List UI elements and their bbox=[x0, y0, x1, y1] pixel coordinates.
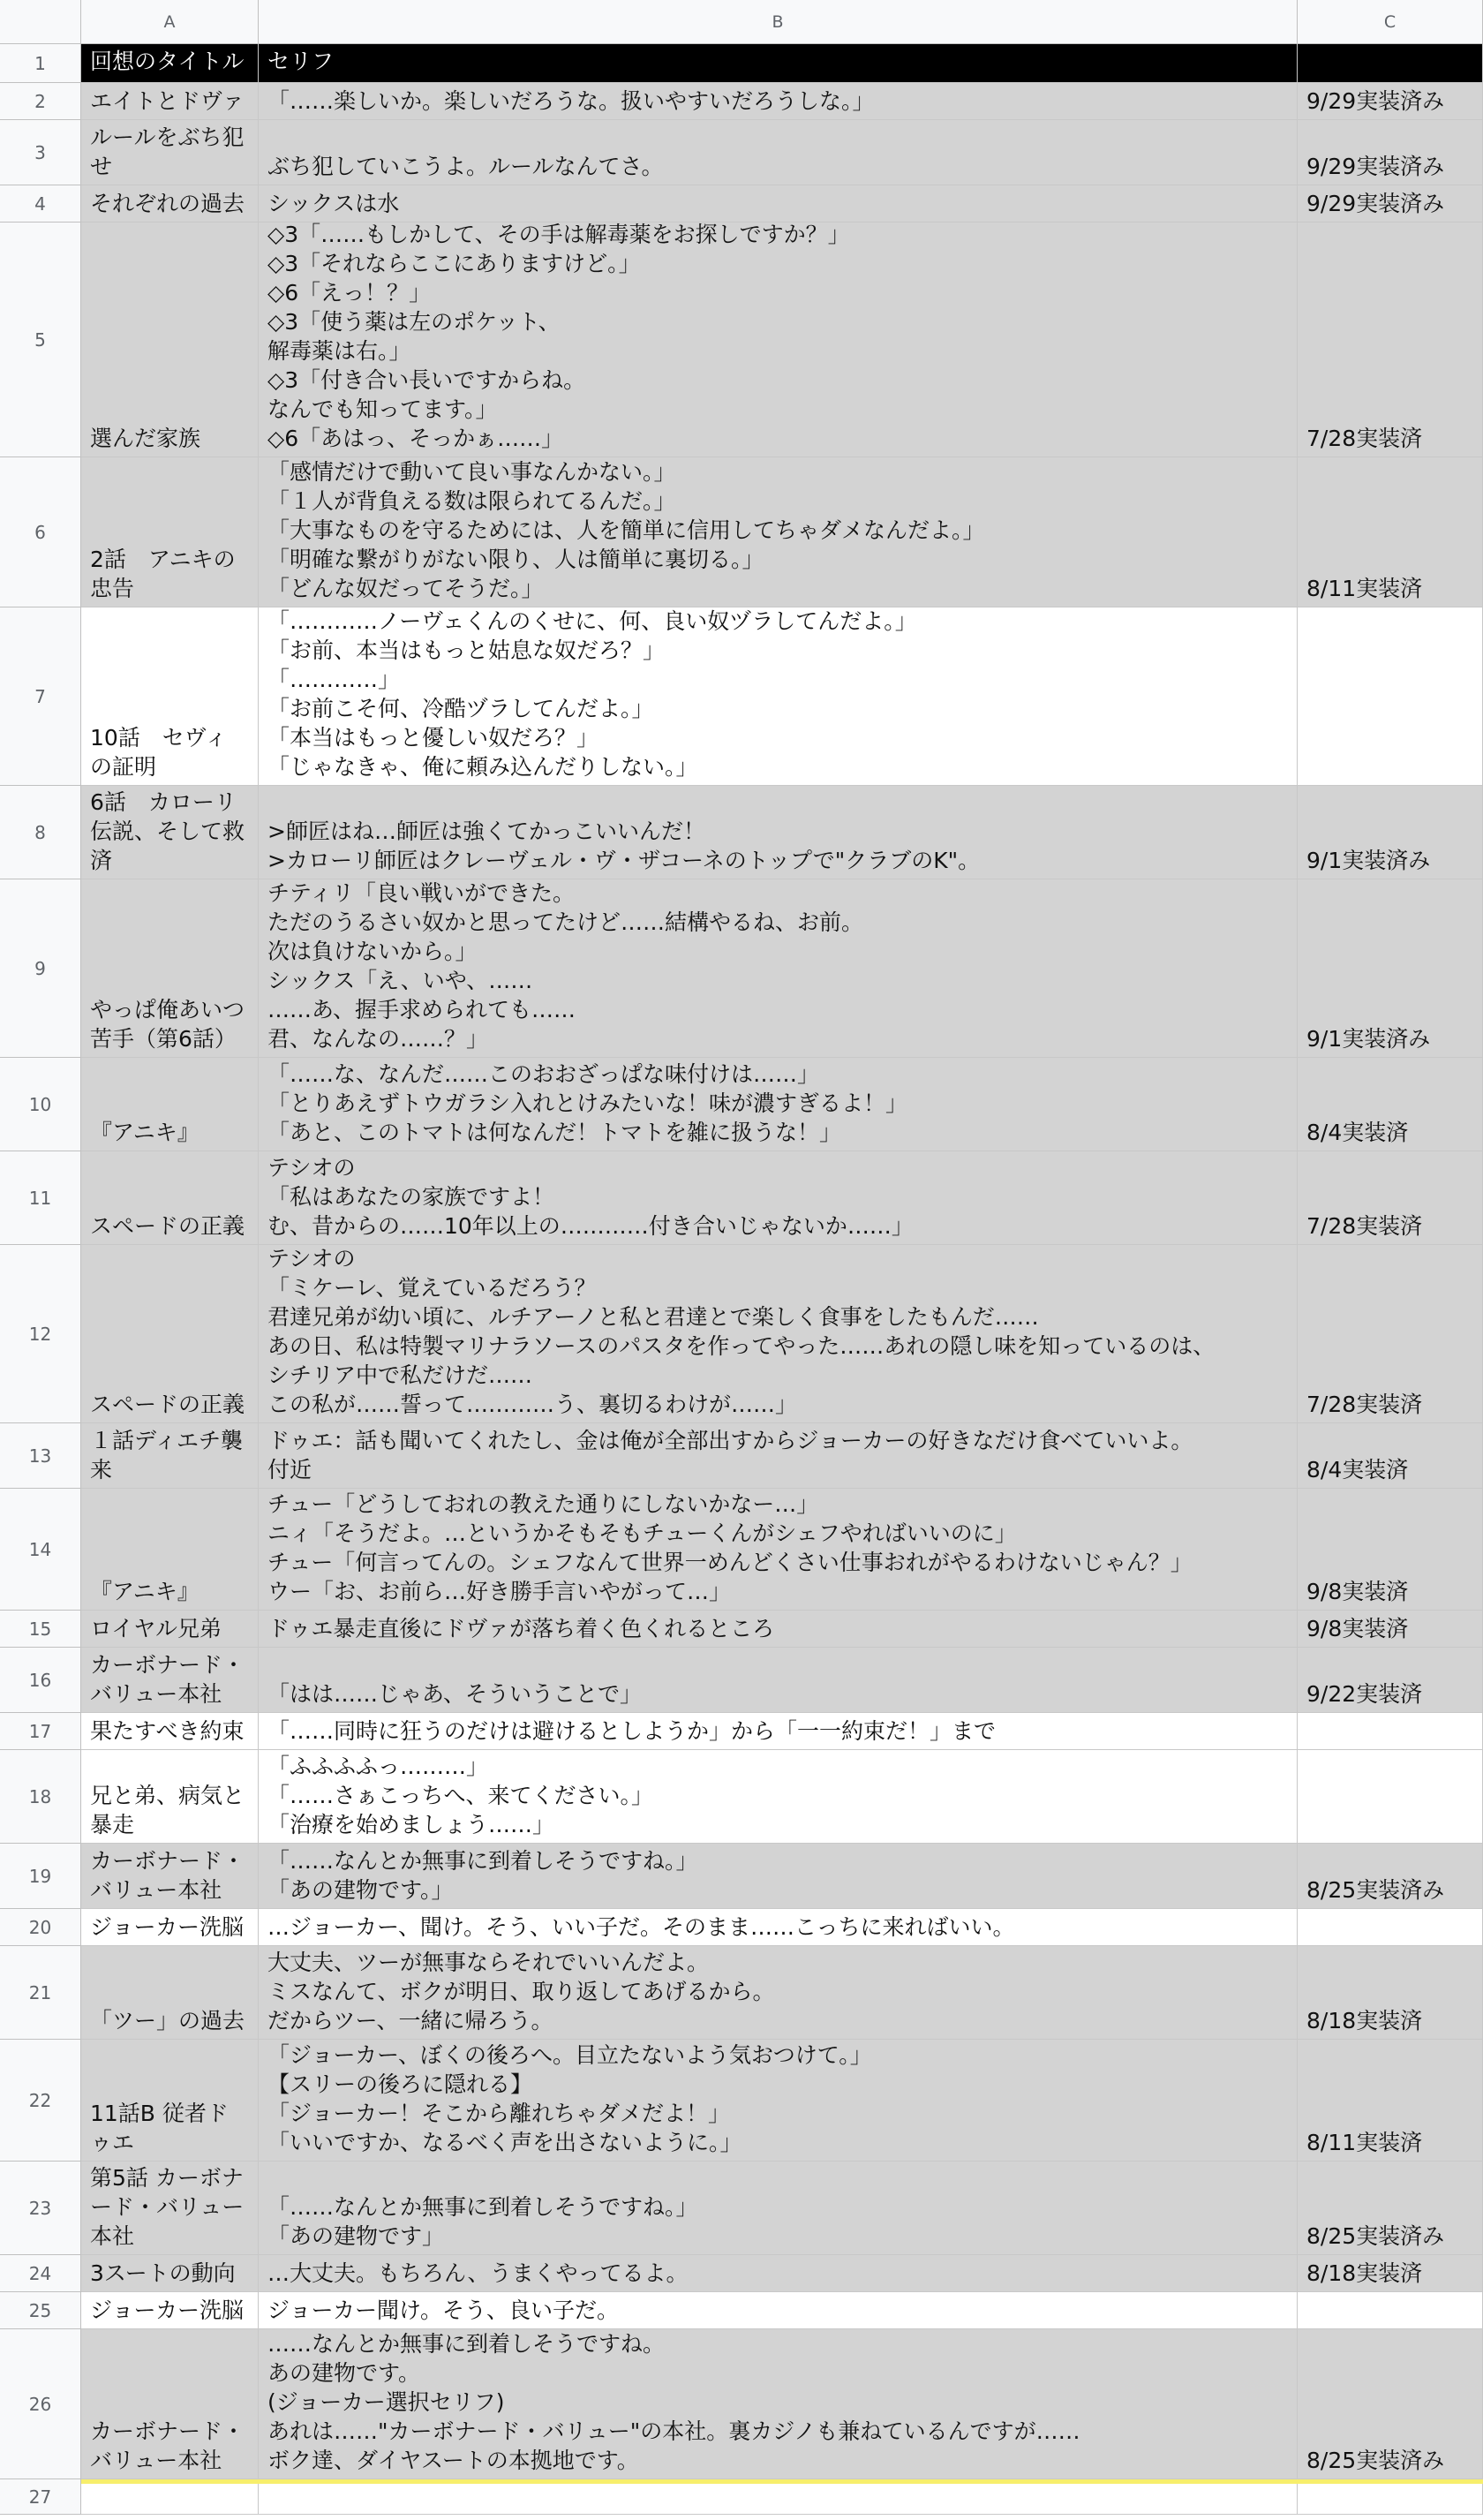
cell-a[interactable] bbox=[81, 1648, 259, 1713]
cell-text: 8/18実装済 bbox=[1306, 2008, 1423, 2033]
cell-c[interactable] bbox=[1298, 879, 1483, 1058]
cell-b[interactable] bbox=[259, 2329, 1298, 2479]
cell-text: ぶち犯していこうよ。ルールなんてさ。 bbox=[267, 154, 664, 179]
cell-b[interactable] bbox=[259, 223, 1298, 457]
row-header[interactable]: 15 bbox=[0, 1611, 81, 1648]
cell-a[interactable] bbox=[81, 1423, 259, 1489]
cell-text: カーボナード・バリュー本社 bbox=[90, 2418, 245, 2473]
cell-text: 「…………ノーヴェくんのくせに、何、良い奴ヅラしてんだよ。」 「お前、本当はもっと姑息な奴だろ？」 「…………」 「お前こそ何、冷酷ヅラしてんだよ。」 「本当はもっと優しい奴だろ？」 「じゃなきゃ、俺に頼み込んだりしない。」 bbox=[267, 608, 917, 780]
cell-c[interactable] bbox=[1298, 1245, 1483, 1423]
cell-a[interactable] bbox=[81, 1713, 259, 1750]
row-header[interactable]: 5 bbox=[0, 223, 81, 457]
cell-b[interactable] bbox=[259, 1245, 1298, 1423]
header-cell-a[interactable] bbox=[81, 44, 259, 83]
cell-a[interactable] bbox=[81, 2040, 259, 2162]
cell-text: 『アニキ』 bbox=[90, 1120, 199, 1145]
cell-c[interactable] bbox=[1298, 457, 1483, 607]
cell-b[interactable] bbox=[259, 83, 1298, 120]
cell-b[interactable] bbox=[259, 185, 1298, 223]
cell-c[interactable] bbox=[1298, 1946, 1483, 2040]
cell-b[interactable] bbox=[259, 879, 1298, 1058]
cell-c[interactable] bbox=[1298, 1489, 1483, 1611]
cell-text: やっぱ俺あいつ苦手（第6話） bbox=[90, 997, 245, 1052]
cell-text: チュー「どうしておれの教えた通りにしないかなー…」 ニィ「そうだよ。…というかそもそもチューくんがシェフやればいいのに」 チュー「何言ってんの。シェフなんて世界一めんどくさい仕事おれがやるわけないじゃん？」 ウー「お、お前ら…好き勝手言いやがって…」 bbox=[267, 1491, 1193, 1604]
cell-text: ジョーカー洗脳 bbox=[90, 1914, 245, 1940]
selection-highlight bbox=[81, 2479, 1483, 2484]
cell-text: 9/1実装済み bbox=[1306, 848, 1431, 873]
cell-a[interactable] bbox=[81, 2329, 259, 2479]
row-header[interactable]: 16 bbox=[0, 1648, 81, 1713]
cell-text: テシオの 「私はあなたの家族ですよ！ む、昔からの……10年以上の…………付き合いじゃないか……」 bbox=[267, 1155, 914, 1239]
row-header[interactable]: 11 bbox=[0, 1151, 81, 1245]
cell-text: 回想のタイトル bbox=[90, 49, 245, 74]
cell-b[interactable] bbox=[259, 786, 1298, 879]
cell-text: 9/29実装済み bbox=[1306, 191, 1445, 216]
cell-a[interactable] bbox=[81, 223, 259, 457]
row-header[interactable]: 23 bbox=[0, 2162, 81, 2255]
cell-c[interactable] bbox=[1298, 2255, 1483, 2292]
cell-text: …大丈夫。もちろん、うまくやってるよ。 bbox=[267, 2260, 689, 2286]
cell-text: テシオの 「ミケーレ、覚えているだろう？ 君達兄弟が幼い頃に、ルチアーノと私と君達とで楽しく食事をしたもんだ…… あの日、私は特製マリナラソースのパスタを作ってやった……あれの隠し味を知っているのは、 シチリア中で私だけだ…… この私が……誓って…………う、裏切るわけが……」 bbox=[267, 1246, 1216, 1417]
cell-text: スペードの正義 bbox=[90, 1213, 245, 1239]
cell-text: 8/18実装済 bbox=[1306, 2260, 1423, 2286]
cell-text: ……なんとか無事に到着しそうですね。 あの建物です。 (ジョーカー選択セリフ) あれは……"カーボナード・バリュー"の本社。裏カジノも兼ねているんですが…… ボク達、ダイヤスートの本拠地です。 bbox=[267, 2331, 1080, 2473]
cell-text: 9/8実装済 bbox=[1306, 1579, 1409, 1604]
cell-c[interactable] bbox=[1298, 2040, 1483, 2162]
cell-text: 『アニキ』 bbox=[90, 1579, 199, 1604]
cell-text: セリフ bbox=[267, 49, 335, 74]
row-header[interactable]: 19 bbox=[0, 1844, 81, 1909]
cell-text: 3スートの動向 bbox=[90, 2260, 236, 2286]
cell-c[interactable] bbox=[1298, 607, 1483, 786]
cell-text: 「ふふふふっ………」 「……さぁこっちへ、来てください。」 「治療を始めましょう……」 bbox=[267, 1754, 654, 1837]
cell-b[interactable] bbox=[259, 1423, 1298, 1489]
cell-a[interactable] bbox=[81, 879, 259, 1058]
cell-text: それぞれの過去 bbox=[90, 191, 245, 216]
cell-text: エイトとドヴァ bbox=[90, 88, 245, 114]
cell-text: １話ディエチ襲来 bbox=[90, 1428, 244, 1483]
cell-a[interactable] bbox=[81, 120, 259, 185]
cell-a[interactable] bbox=[81, 1909, 259, 1946]
cell-text: 7/28実装済 bbox=[1306, 1392, 1423, 1417]
cell-text: 8/4実装済 bbox=[1306, 1120, 1409, 1145]
cell-a[interactable] bbox=[81, 83, 259, 120]
cell-text: 8/25実装済み bbox=[1306, 1877, 1445, 1903]
row-header[interactable]: 1 bbox=[0, 44, 81, 83]
cell-a[interactable] bbox=[81, 1844, 259, 1909]
row-header[interactable]: 3 bbox=[0, 120, 81, 185]
cell-a[interactable] bbox=[81, 2162, 259, 2255]
cell-a[interactable] bbox=[81, 1611, 259, 1648]
cell-b[interactable] bbox=[259, 1750, 1298, 1844]
row-header[interactable]: 17 bbox=[0, 1713, 81, 1750]
cell-text: ドゥエ暴走直後にドヴァが落ち着く色くれるところ bbox=[267, 1616, 775, 1641]
cell-c[interactable] bbox=[1298, 1844, 1483, 1909]
row-header[interactable]: 27 bbox=[0, 2479, 81, 2515]
cell-a[interactable] bbox=[81, 2479, 259, 2515]
cell-text: シックスは水 bbox=[267, 191, 400, 216]
cell-b[interactable] bbox=[259, 457, 1298, 607]
cell-text: 7/28実装済 bbox=[1306, 1213, 1423, 1239]
cell-b[interactable] bbox=[259, 607, 1298, 786]
cell-c[interactable] bbox=[1298, 1611, 1483, 1648]
cell-c[interactable] bbox=[1298, 1648, 1483, 1713]
cell-text: カーボナード・バリュー本社 bbox=[90, 1848, 245, 1903]
cell-text: ルールをぶち犯せ bbox=[90, 124, 245, 179]
cell-c[interactable] bbox=[1298, 1909, 1483, 1946]
row-header[interactable]: 18 bbox=[0, 1750, 81, 1844]
header-cell-c[interactable] bbox=[1298, 44, 1483, 83]
cell-text: 「……同時に狂うのだけは避けるとしようか」から「一一約束だ！」まで bbox=[267, 1718, 997, 1744]
cell-a[interactable] bbox=[81, 1489, 259, 1611]
cell-c[interactable] bbox=[1298, 2292, 1483, 2329]
cell-text: カーボナード・バリュー本社 bbox=[90, 1652, 245, 1707]
cell-text: 9/8実装済 bbox=[1306, 1616, 1409, 1641]
cell-c[interactable] bbox=[1298, 786, 1483, 879]
cell-c[interactable] bbox=[1298, 2162, 1483, 2255]
cell-text: 8/25実装済み bbox=[1306, 2223, 1445, 2249]
cell-a[interactable] bbox=[81, 2255, 259, 2292]
cell-text: 大丈夫、ツーが無事ならそれでいいんだよ。 ミスなんて、ボクが明日、取り返してあげるから。 だからツー、一緒に帰ろう。 bbox=[267, 1950, 775, 2033]
cell-text: ジョーカー聞け。そう、良い子だ。 bbox=[267, 2297, 620, 2323]
row-header[interactable]: 26 bbox=[0, 2329, 81, 2479]
cell-text: 10話 セヴィの証明 bbox=[90, 725, 228, 780]
column-header-a[interactable]: A bbox=[81, 0, 259, 44]
cell-c[interactable] bbox=[1298, 2329, 1483, 2479]
cell-b[interactable] bbox=[259, 2292, 1298, 2329]
cell-text: ロイヤル兄弟 bbox=[90, 1616, 222, 1641]
column-header-c[interactable]: C bbox=[1298, 0, 1483, 44]
cell-b[interactable] bbox=[259, 1489, 1298, 1611]
cell-text: 「……なんとか無事に到着しそうですね。」 「あの建物です。」 bbox=[267, 1848, 698, 1903]
row-header[interactable]: 12 bbox=[0, 1245, 81, 1423]
cell-a[interactable] bbox=[81, 786, 259, 879]
cell-b[interactable] bbox=[259, 2162, 1298, 2255]
cell-a[interactable] bbox=[81, 2292, 259, 2329]
cell-b[interactable] bbox=[259, 1713, 1298, 1750]
row-header[interactable]: 22 bbox=[0, 2040, 81, 2162]
cell-text: 「感情だけで動いて良い事なんかない。」 「１人が背負える数は限られてるんだ。」 「大事なものを守るためには、人を簡単に信用してちゃダメなんだよ。」 「明確な繋がりがない限り、人は簡単に裏切る。」 「どんな奴だってそうだ。」 bbox=[267, 459, 985, 601]
cell-b[interactable] bbox=[259, 1058, 1298, 1151]
cell-c[interactable] bbox=[1298, 1750, 1483, 1844]
cell-text: 「はは……じゃあ、そういうことで」 bbox=[267, 1681, 643, 1707]
column-header-b[interactable]: B bbox=[259, 0, 1298, 44]
cell-text: ◇3「……もしかして、その手は解毒薬をお探しですか？」 ◇3「それならここにありますけど。」 ◇6「えっ！？」 ◇3「使う薬は左のポケット、 解毒薬は右。」 ◇3「付き合い長いですからね。 なんでも知ってます。」 ◇6「あはっ、そっかぁ……」 bbox=[267, 223, 850, 451]
cell-text: 2話 アニキの忠告 bbox=[90, 547, 236, 601]
cell-a[interactable] bbox=[81, 1946, 259, 2040]
cell-c[interactable] bbox=[1298, 120, 1483, 185]
cell-text: ジョーカー洗脳 bbox=[90, 2297, 245, 2323]
row-header[interactable]: 4 bbox=[0, 185, 81, 223]
cell-text: 「……な、なんだ……このおおざっぱな味付けは……」 「とりあえずトウガラシ入れとけみたいな！味が濃すぎるよ！」 「あと、このトマトは何なんだ！トマトを雑に扱うな！」 bbox=[267, 1061, 908, 1145]
cell-text: …ジョーカー、聞け。そう、いい子だ。そのまま……こっちに来ればいい。 bbox=[267, 1914, 1015, 1940]
row-header[interactable]: 6 bbox=[0, 457, 81, 607]
row-header[interactable]: 13 bbox=[0, 1423, 81, 1489]
cell-c[interactable] bbox=[1298, 223, 1483, 457]
cell-b[interactable] bbox=[259, 120, 1298, 185]
cell-text: 9/1実装済み bbox=[1306, 1026, 1431, 1052]
cell-text: チティリ「良い戦いができた。 ただのうるさい奴かと思ってたけど……結構やるね、お前。 次は負けないから。」 シックス「え、いや、…… ……あ、握手求められても…… 君、なんなの……？」 bbox=[267, 880, 864, 1052]
row-header[interactable]: 21 bbox=[0, 1946, 81, 2040]
cell-b[interactable] bbox=[259, 1909, 1298, 1946]
cell-text: 7/28実装済 bbox=[1306, 426, 1423, 451]
row-header[interactable]: 9 bbox=[0, 879, 81, 1058]
cell-b[interactable] bbox=[259, 1611, 1298, 1648]
cell-b[interactable] bbox=[259, 2479, 1298, 2515]
cell-a[interactable] bbox=[81, 1058, 259, 1151]
row-header[interactable]: 25 bbox=[0, 2292, 81, 2329]
cell-c[interactable] bbox=[1298, 83, 1483, 120]
cell-text: 第5話 カーボナード・バリュー本社 bbox=[90, 2165, 245, 2249]
cell-text: 6話 カローリ伝説、そして救済 bbox=[90, 789, 245, 873]
cell-text: 「ジョーカー、ぼくの後ろへ。目立たないよう気おつけて。」 【スリーの後ろに隠れる】 「ジョーカー！そこから離れちゃダメだよ！」 「いいですか、なるべく声を出さないように。」 bbox=[267, 2042, 872, 2155]
cell-text: 8/25実装済み bbox=[1306, 2448, 1445, 2473]
cell-c[interactable] bbox=[1298, 1058, 1483, 1151]
cell-text: 果たすべき約束 bbox=[90, 1718, 245, 1744]
cell-c[interactable] bbox=[1298, 1423, 1483, 1489]
cell-c[interactable] bbox=[1298, 185, 1483, 223]
cell-b[interactable] bbox=[259, 1844, 1298, 1909]
row-header[interactable]: 20 bbox=[0, 1909, 81, 1946]
cell-text: 「ツー」の過去 bbox=[90, 2008, 245, 2033]
cell-a[interactable] bbox=[81, 185, 259, 223]
cell-text: 兄と弟、病気と暴走 bbox=[90, 1783, 245, 1837]
select-all-corner[interactable] bbox=[0, 0, 81, 44]
row-header[interactable]: 7 bbox=[0, 607, 81, 786]
cell-text: 8/11実装済 bbox=[1306, 576, 1423, 601]
row-header[interactable]: 10 bbox=[0, 1058, 81, 1151]
cell-text: >師匠はね…師匠は強くてかっこいいんだ！ >カローリ師匠はクレーヴェル・ヴ・ザコーネのトップで"クラブのK"。 bbox=[267, 819, 981, 873]
cell-c[interactable] bbox=[1298, 1713, 1483, 1750]
cell-a[interactable] bbox=[81, 607, 259, 786]
cell-c[interactable] bbox=[1298, 2479, 1483, 2515]
row-header[interactable]: 24 bbox=[0, 2255, 81, 2292]
cell-text: 選んだ家族 bbox=[90, 426, 201, 451]
cell-a[interactable] bbox=[81, 1151, 259, 1245]
row-header[interactable]: 14 bbox=[0, 1489, 81, 1611]
row-header[interactable]: 8 bbox=[0, 786, 81, 879]
cell-b[interactable] bbox=[259, 1151, 1298, 1245]
cell-b[interactable] bbox=[259, 2040, 1298, 2162]
cell-text: 「……楽しいか。楽しいだろうな。扱いやすいだろうしな。」 bbox=[267, 88, 875, 114]
cell-a[interactable] bbox=[81, 457, 259, 607]
cell-text: ドゥエ：話も聞いてくれたし、金は俺が全部出すからジョーカーの好きなだけ食べていいよ。 付近 bbox=[267, 1428, 1193, 1483]
cell-a[interactable] bbox=[81, 1750, 259, 1844]
cell-text: 9/29実装済み bbox=[1306, 154, 1445, 179]
cell-text: スペードの正義 bbox=[90, 1392, 245, 1417]
cell-text: 8/4実装済 bbox=[1306, 1457, 1409, 1483]
cell-b[interactable] bbox=[259, 1946, 1298, 2040]
header-cell-b[interactable] bbox=[259, 44, 1298, 83]
cell-text: 9/29実装済み bbox=[1306, 88, 1445, 114]
cell-b[interactable] bbox=[259, 2255, 1298, 2292]
cell-text: 11話B 従者ドゥエ bbox=[90, 2101, 229, 2155]
row-header[interactable]: 2 bbox=[0, 83, 81, 120]
cell-text: 「……なんとか無事に到着しそうですね。」 「あの建物です」 bbox=[267, 2194, 698, 2249]
cell-text: 8/11実装済 bbox=[1306, 2130, 1423, 2155]
cell-b[interactable] bbox=[259, 1648, 1298, 1713]
cell-a[interactable] bbox=[81, 1245, 259, 1423]
cell-text: 9/22実装済 bbox=[1306, 1681, 1423, 1707]
cell-c[interactable] bbox=[1298, 1151, 1483, 1245]
